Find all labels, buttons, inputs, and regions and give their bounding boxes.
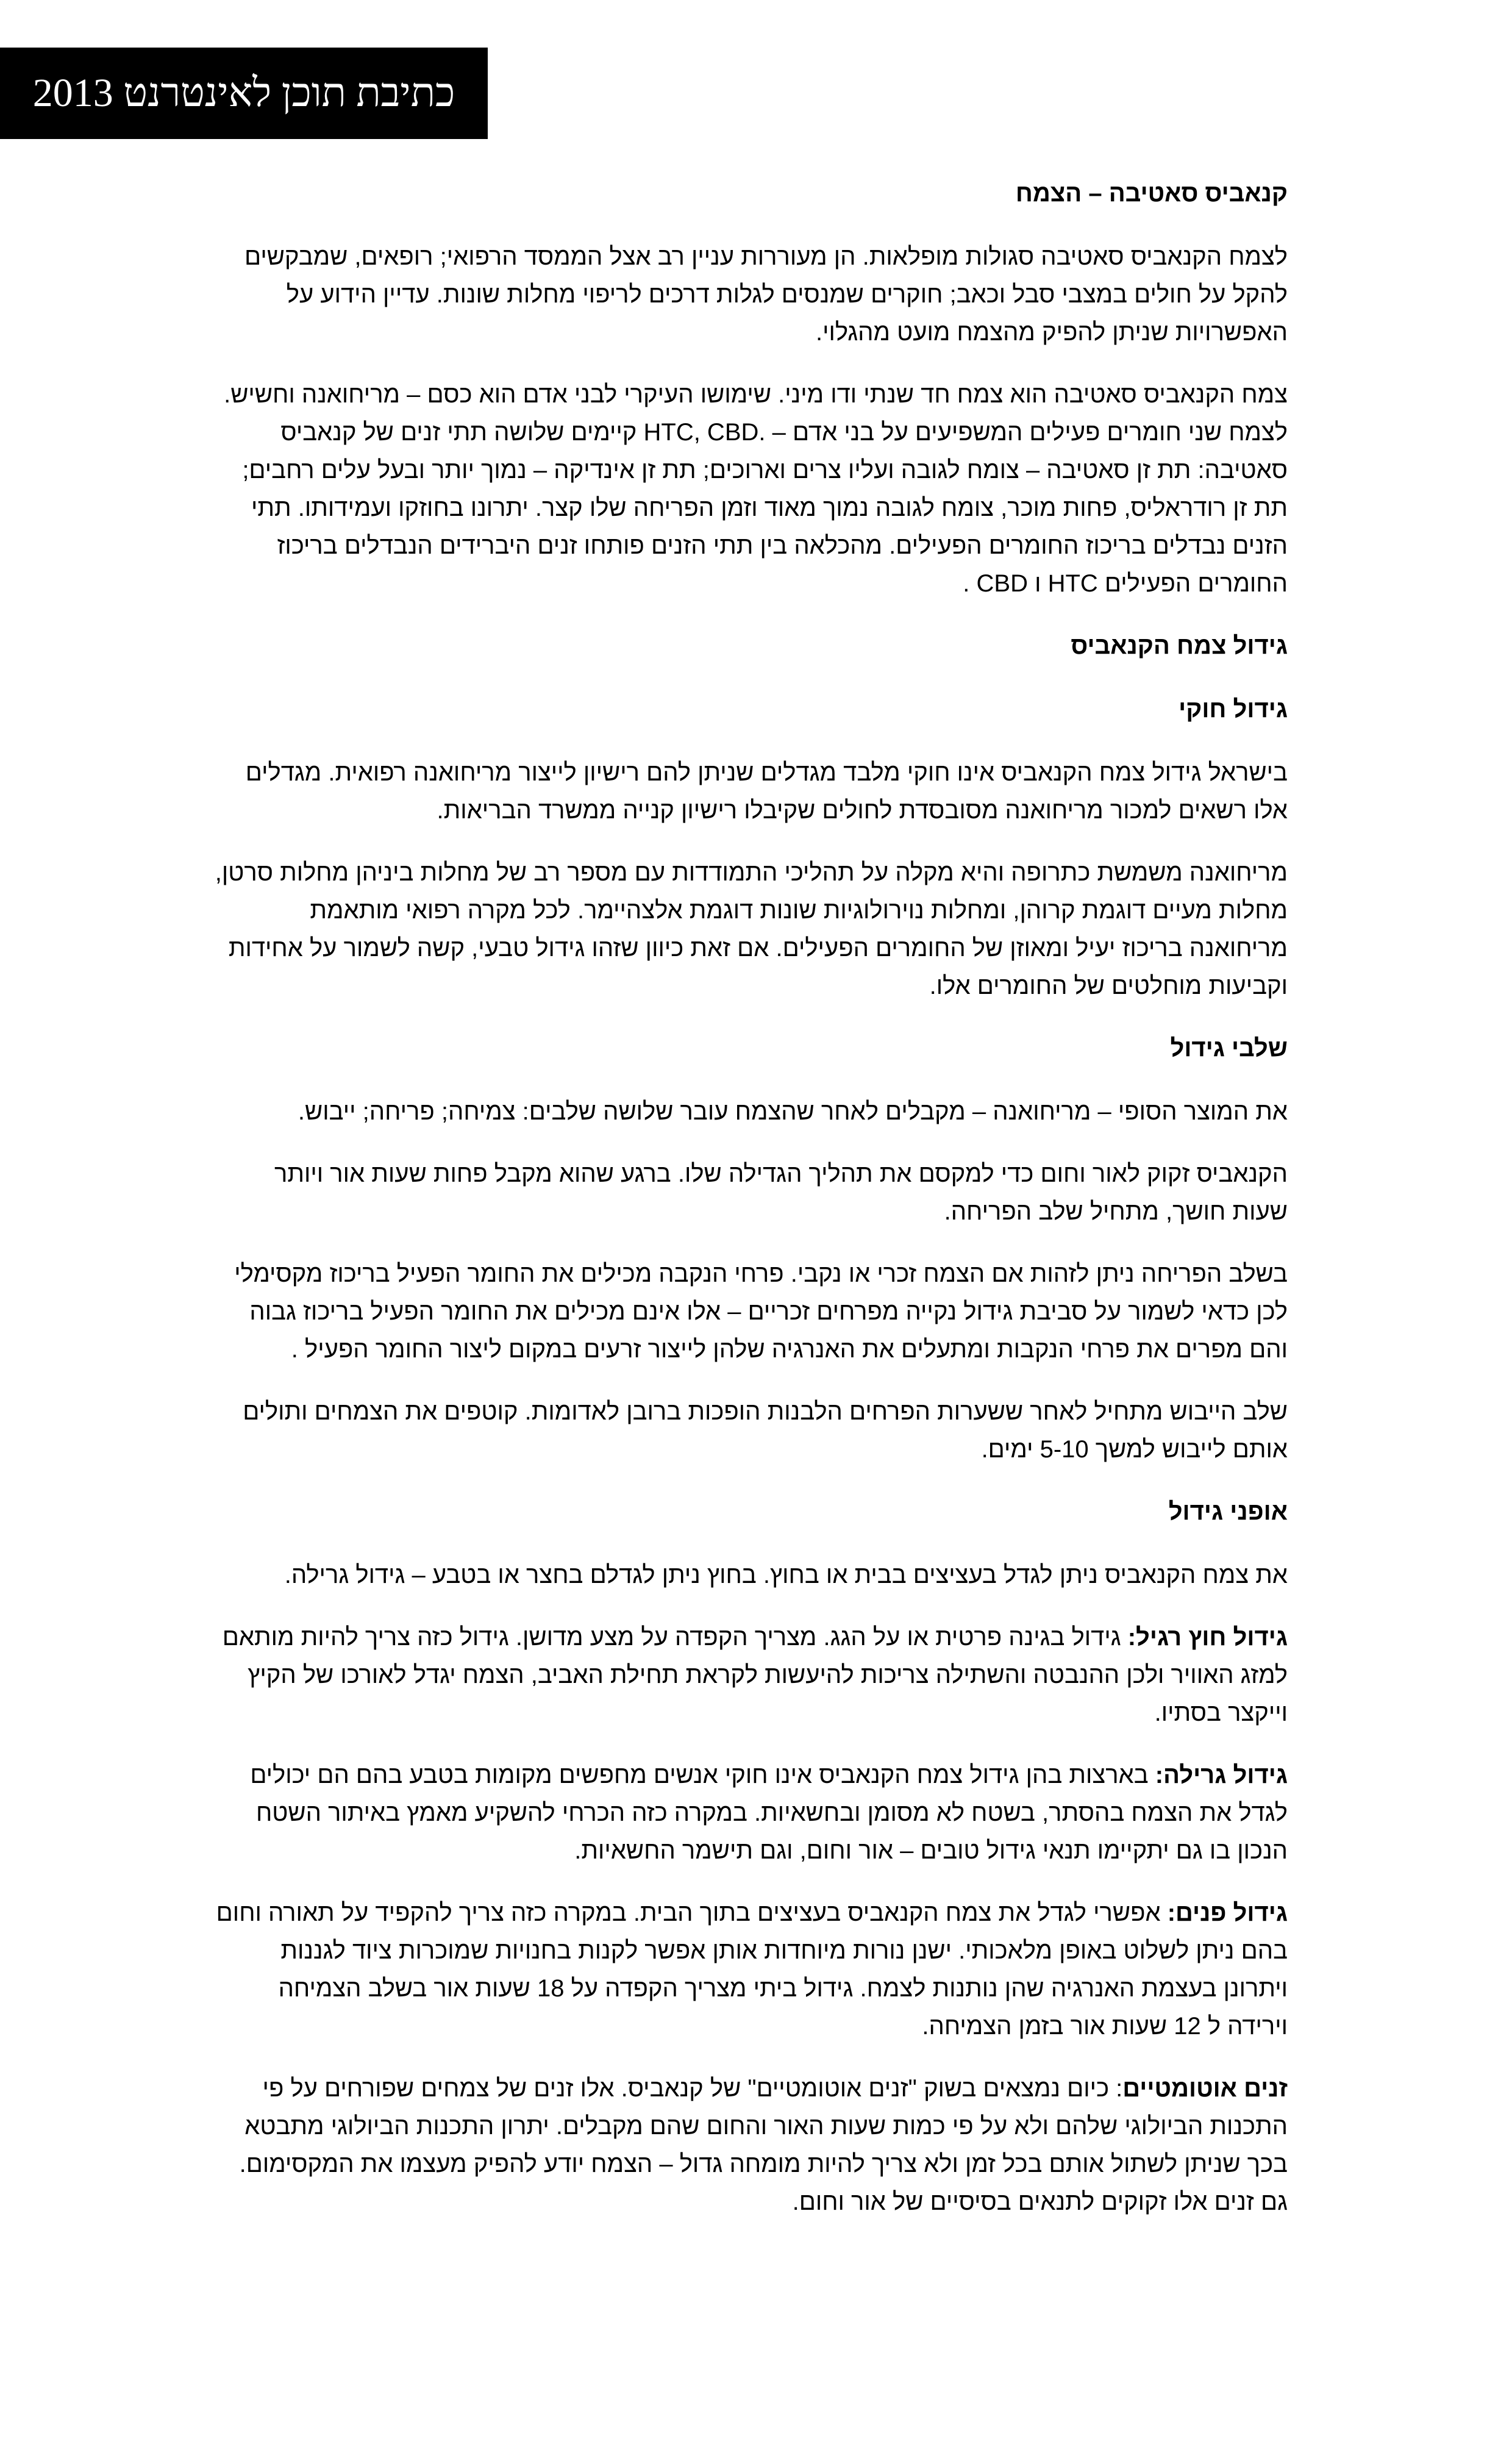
paragraph-text: צמח הקנאביס סאטיבה הוא צמח חד שנתי ודו מיני. שימושו העיקרי לבני אדם הוא כסם – מריחואנה וחשיש. לצמח שני חומרים פעילים המשפיעים על בני אדם – .HTC, CBD קיימים שלושה תתי זנים של קנאביס סאטיבה: תת זן סאטיבה – צומח לגובה ועליו צרים וארוכים; תת זן אינדיקה – נמוך יותר ובעל עלים רחבים; תת זן רודראליס, פחות מוכר, צומח לגובה נמוך מאוד וזמן הפריחה שלו קצר. יתרונו בחוזקו ועמידותו. תתי הזנים נבדלים בריכוז החומרים הפעילים. מהכלאה בין תתי הזנים פותחו זנים היברידים הנבדלים בריכוז החומרים הפעילים HTC ו CBD . bbox=[224, 381, 1288, 597]
paragraph-text: בארצות בהן גידול צמח הקנאביס אינו חוקי אנשים מחפשים מקומות בטבע בהם הם יכולים לגדל את הצמח בהסתר, בשטח לא מסומן ובחשאיות. במקרה כזה הכרחי להשקיע מאמץ באיתור השטח הנכון בו גם יתקיימו תנאי גידול טובים – אור וחום, וגם תישמר החשאיות. bbox=[250, 1762, 1288, 1864]
paragraph-text: אפשרי לגדל את צמח הקנאביס בעציצים בתוך הבית. במקרה כזה צריך להקפיד על תאורה וחום בהם ניתן לשלוט באופן מלאכותי. ישנן נורות מיוחדות אותן אפשר לקנות בחנויות שמוכרות ציוד לגננות ויתרונן בעצמת האנרגיה שהן נותנות לצמח. גידול ביתי מצריך הקפדה על 18 שעות אור בשלב הצמיחה וירידה ל 12 שעות אור בזמן הצמיחה. bbox=[216, 1899, 1288, 2040]
paragraph bbox=[215, 2070, 1288, 2221]
paragraph bbox=[215, 754, 1288, 829]
paragraph-text: את צמח הקנאביס ניתן לגדל בעציצים בבית או בחוץ. בחוץ ניתן לגדלם בחצר או בטבע – גידול גרילה. bbox=[284, 1562, 1288, 1588]
paragraph-text: לצמח הקנאביס סאטיבה סגולות מופלאות. הן מעוררות עניין רב אצל הממסד הרפואי; רופאים, שמבקשים להקל על חולים במצבי סבל וכאב; חוקרים שמנסים לגלות דרכים לריפוי מחלות שונות. עדיין הידוע על האפשרויות שניתן להפיק מהצמח מועט מהגלוי. bbox=[244, 243, 1288, 346]
document-banner bbox=[0, 48, 488, 139]
paragraph bbox=[215, 238, 1288, 351]
paragraph bbox=[215, 1093, 1288, 1130]
section-heading: גידול חוקי bbox=[1179, 696, 1288, 723]
paragraph-text: בישראל גידול צמח הקנאביס אינו חוקי מלבד מגדלים שניתן להם רישיון לייצור מריחואנה רפואית. מגדלים אלו רשאים למכור מריחואנה מסובסדת לחולים שקיבלו רישיון קנייה ממשרד הבריאות. bbox=[245, 759, 1288, 824]
paragraph-text: מריחואנה משמשת כתרופה והיא מקלה על תהליכי התמודדות עם מספר רב של מחלות ביניהן מחלות סרטן, מחלות מעיים דוגמת קרוהן, ומחלות נוירולוגיות שונות דוגמת אלצהיימר. לכל מקרה רפואי מותאמת מריחואנה בריכוז יעיל ומאוזן של החומרים הפעילים. אם זאת כיוון שזהו גידול טבעי, קשה לשמור על אחידות וקביעות מוחלטים של החומרים אלו. bbox=[215, 859, 1288, 999]
paragraph bbox=[215, 376, 1288, 602]
paragraph bbox=[215, 1155, 1288, 1230]
paragraph bbox=[215, 1618, 1288, 1732]
section-heading: שלבי גידול bbox=[1170, 1035, 1288, 1062]
banner-title: כתיבת תוכן לאינטרנט 2013 bbox=[32, 71, 455, 115]
paragraph-text: את המוצר הסופי – מריחואנה – מקבלים לאחר שהצמח עובר שלושה שלבים: צמיחה; פריחה; ייבוש. bbox=[298, 1098, 1288, 1125]
paragraph-label: גידול פנים: bbox=[1167, 1899, 1288, 1926]
paragraph-text: שלב הייבוש מתחיל לאחר ששערות הפרחים הלבנות הופכות ברובן לאדומות. קוטפים את הצמחים ותולים אותם לייבוש למשך 5-10 ימים. bbox=[243, 1398, 1288, 1463]
paragraph-label: גידול חוץ רגיל: bbox=[1127, 1624, 1288, 1651]
paragraph-text: הקנאביס זקוק לאור וחום כדי למקסם את תהליך הגדילה שלו. ברגע שהוא מקבל פחות שעות אור ויותר שעות חושך, מתחיל שלב הפריחה. bbox=[274, 1160, 1288, 1225]
paragraph-label: גידול גרילה: bbox=[1155, 1762, 1288, 1788]
paragraph bbox=[215, 1894, 1288, 2045]
paragraph bbox=[215, 1255, 1288, 1368]
paragraph bbox=[215, 1756, 1288, 1870]
paragraph bbox=[215, 1556, 1288, 1594]
document-body bbox=[215, 174, 1288, 2245]
paragraph-label: זנים אוטומטיים bbox=[1122, 2075, 1288, 2102]
paragraph-text: בשלב הפריחה ניתן לזהות אם הצמח זכרי או נקבי. פרחי הנקבה מכילים את החומר הפעיל בריכוז מקסימלי לכן כדאי לשמור על סביבת גידול נקייה מפרחים זכריים – אלו אינם מכילים את החומר הפעיל בריכוז גבוה והם מפרים את פרחי הנקבות ומתעלים את האנרגיה שלהן לייצור זרעים במקום ליצור החומר הפעיל . bbox=[234, 1260, 1288, 1363]
paragraph-text: : כיום נמצאים בשוק "זנים אוטומטיים" של קנאביס. אלו זנים של צמחים שפורחים על פי התכנות הביולוגי שלהם ולא על פי כמות שעות האור והחום שהם מקבלים. יתרון התכנות הביולוגי מתבטא בכך שניתן לשתול אותם בכל זמן ולא צריך להיות מומחה גדול – הצמח יודע להפיק מעצמו את המקסימום. גם זנים אלו זקוקים לתנאים בסיסיים של אור וחום. bbox=[239, 2075, 1288, 2215]
paragraph bbox=[215, 854, 1288, 1005]
paragraph bbox=[215, 1393, 1288, 1468]
section-heading: קנאביס סאטיבה – הצמח bbox=[1015, 180, 1288, 207]
paragraph-text: גידול בגינה פרטית או על הגג. מצריך הקפדה על מצע מדושן. גידול כזה צריך להיות מותאם למזג האוויר ולכן ההנבטה והשתילה צריכות להיעשות לקראת תחילת האביב, הצמח יגדל לאורכו של הקיץ וייקצר בסתיו. bbox=[222, 1624, 1288, 1726]
section-heading: גידול צמח הקנאביס bbox=[1071, 632, 1288, 659]
section-heading: אופני גידול bbox=[1168, 1498, 1288, 1525]
